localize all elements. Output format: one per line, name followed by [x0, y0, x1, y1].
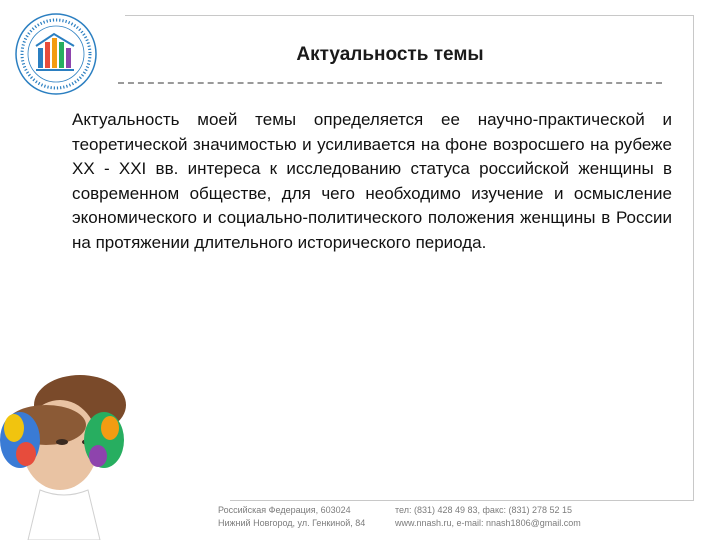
footer-contact-line2: www.nnash.ru, e-mail: nnash1806@gmail.com	[395, 518, 581, 528]
footer-contact-line1: тел: (831) 428 49 83, факс: (831) 278 52 15	[395, 505, 573, 515]
footer-address-line1: Российская Федерация, 603024	[218, 505, 351, 515]
child-painted-hands-photo	[0, 370, 128, 540]
footer-address	[218, 504, 365, 530]
footer-address-line2: Нижний Новгород, ул. Генкиной, 84	[218, 518, 366, 528]
frame-right-border	[693, 15, 694, 500]
footer-contacts	[395, 504, 581, 530]
frame-bottom-border	[230, 500, 694, 501]
frame-top-border	[125, 15, 694, 16]
body-paragraph: Актуальность моей темы определяется ее научно-практической и теоретической значимостью и усиливается на фоне возросшего на рубеже XX - XXI вв. интереса к исследованию статуса российской женщины в современном обществе, для чего необходимо изучение и осмысление экономического и социально-политического положения женщины в России на протяжении длительного исторического периода.	[72, 110, 672, 252]
slide-title: Актуальность темы	[296, 44, 484, 65]
title-underline	[118, 82, 662, 84]
university-seal-logo	[14, 12, 98, 96]
